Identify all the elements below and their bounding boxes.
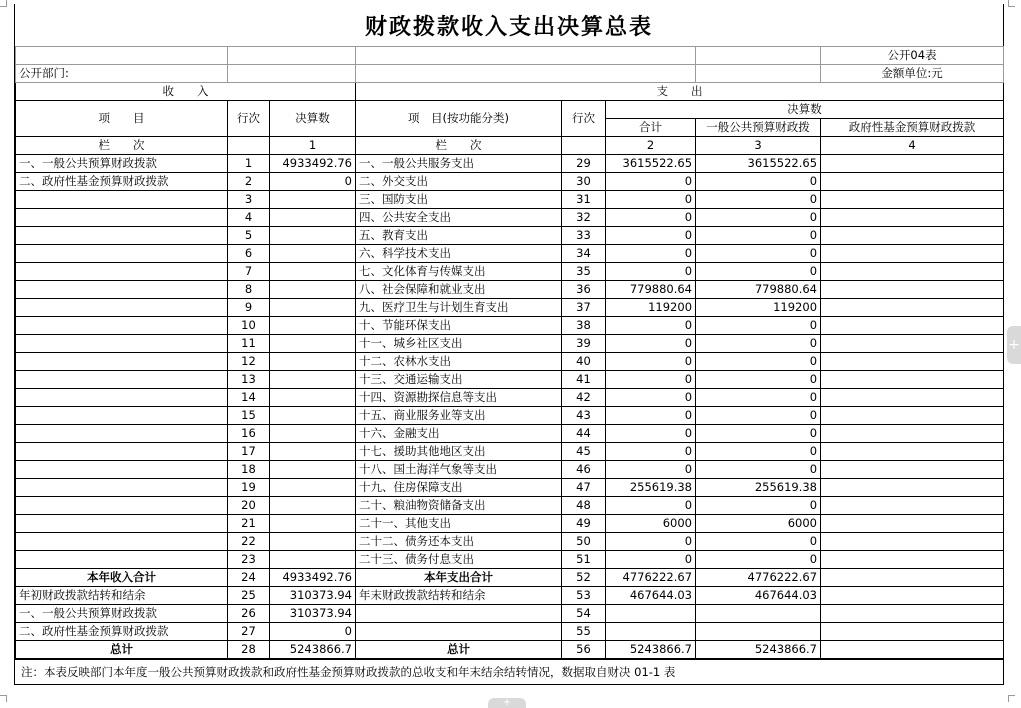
expense-line-cell: 32	[562, 209, 606, 227]
income-amount-cell: 310373.94	[270, 587, 356, 605]
expense-item-cell: 十三、交通运输支出	[356, 371, 562, 389]
table-row	[16, 623, 1004, 641]
table-row	[16, 335, 1004, 353]
income-item-cell	[16, 209, 228, 227]
expense-total-cell: 0	[606, 533, 696, 551]
expense-gov-fund-cell	[821, 299, 1004, 317]
expand-side-icon[interactable]: +	[1007, 326, 1021, 364]
expense-gov-fund-cell	[821, 317, 1004, 335]
expense-item-cell: 十一、城乡社区支出	[356, 335, 562, 353]
expense-line-cell: 53	[562, 587, 606, 605]
income-amount-cell	[270, 515, 356, 533]
expense-general-budget-cell: 0	[696, 245, 821, 263]
income-amount-cell: 0	[270, 173, 356, 191]
expense-item-cell: 十七、援助其他地区支出	[356, 443, 562, 461]
expense-total-cell: 0	[606, 389, 696, 407]
expense-total-cell: 0	[606, 443, 696, 461]
form-code-row	[16, 47, 1004, 65]
expense-line-cell: 49	[562, 515, 606, 533]
expense-total-cell: 119200	[606, 299, 696, 317]
expense-line-cell: 29	[562, 155, 606, 173]
income-line-cell: 19	[228, 479, 270, 497]
income-item-header: 项 目	[16, 101, 228, 137]
expense-general-budget-cell: 0	[696, 425, 821, 443]
crop-mark-top-right	[1008, 0, 1015, 7]
income-amount-cell: 4933492.76	[270, 569, 356, 587]
expense-item-cell: 六、科学技术支出	[356, 245, 562, 263]
expense-item-cell: 二、外交支出	[356, 173, 562, 191]
expense-item-cell	[356, 623, 562, 641]
expense-line-cell: 40	[562, 353, 606, 371]
income-line-cell: 21	[228, 515, 270, 533]
expense-total-cell: 0	[606, 263, 696, 281]
income-amount-cell	[270, 425, 356, 443]
expense-item-header: 项 目(按功能分类)	[356, 101, 562, 137]
income-line-cell: 15	[228, 407, 270, 425]
expense-general-budget-cell: 0	[696, 461, 821, 479]
income-amount-cell	[270, 389, 356, 407]
income-item-cell: 一、一般公共预算财政拨款	[16, 155, 228, 173]
expense-line-cell: 45	[562, 443, 606, 461]
expense-general-budget-cell: 0	[696, 173, 821, 191]
income-line-cell: 23	[228, 551, 270, 569]
expense-gov-fund-cell	[821, 479, 1004, 497]
table-row	[16, 641, 1004, 659]
expense-gov-fund-cell	[821, 281, 1004, 299]
table-row	[16, 425, 1004, 443]
expense-total-cell: 255619.38	[606, 479, 696, 497]
expense-gov-fund-cell	[821, 389, 1004, 407]
table-row	[16, 587, 1004, 605]
expense-gov-fund-cell	[821, 335, 1004, 353]
expense-gov-fund-cell	[821, 245, 1004, 263]
income-amount-cell	[270, 335, 356, 353]
income-item-cell	[16, 335, 228, 353]
expense-item-cell: 五、教育支出	[356, 227, 562, 245]
table-row	[16, 569, 1004, 587]
expense-line-cell: 34	[562, 245, 606, 263]
income-line-cell: 8	[228, 281, 270, 299]
expense-item-cell: 十四、资源勘探信息等支出	[356, 389, 562, 407]
income-line-cell: 26	[228, 605, 270, 623]
section-header-row	[16, 83, 1004, 101]
income-amount-cell	[270, 533, 356, 551]
income-line-cell: 12	[228, 353, 270, 371]
expense-total-cell: 0	[606, 335, 696, 353]
expense-total-cell: 5243866.7	[606, 641, 696, 659]
expense-item-cell: 十五、商业服务业等支出	[356, 407, 562, 425]
expense-total-cell: 0	[606, 425, 696, 443]
expense-item-cell: 年末财政拨款结转和结余	[356, 587, 562, 605]
table-row	[16, 209, 1004, 227]
income-amount-cell	[270, 209, 356, 227]
income-amount-cell	[270, 497, 356, 515]
income-item-cell: 二、政府性基金预算财政拨款	[16, 623, 228, 641]
income-item-cell: 本年收入合计	[16, 569, 228, 587]
expense-gov-fund-cell	[821, 425, 1004, 443]
expense-line-cell: 43	[562, 407, 606, 425]
expense-line-cell: 42	[562, 389, 606, 407]
income-line-cell: 22	[228, 533, 270, 551]
income-item-cell	[16, 245, 228, 263]
income-line-cell: 28	[228, 641, 270, 659]
income-item-cell: 二、政府性基金预算财政拨款	[16, 173, 228, 191]
expense-total-cell: 779880.64	[606, 281, 696, 299]
table-row	[16, 461, 1004, 479]
income-line-cell: 1	[228, 155, 270, 173]
income-line-cell: 3	[228, 191, 270, 209]
column-index-4: 4	[821, 137, 1004, 155]
expense-general-budget-cell: 0	[696, 191, 821, 209]
expense-item-cell: 二十一、其他支出	[356, 515, 562, 533]
expense-general-budget-cell: 0	[696, 371, 821, 389]
expense-item-cell: 八、社会保障和就业支出	[356, 281, 562, 299]
income-amount-header: 决算数	[270, 101, 356, 137]
expense-gov-fund-cell	[821, 533, 1004, 551]
expense-total-cell	[606, 623, 696, 641]
crop-mark-bottom-right	[1008, 695, 1015, 702]
expense-line-cell: 54	[562, 605, 606, 623]
expense-gov-fund-cell	[821, 605, 1004, 623]
table-row	[16, 317, 1004, 335]
total-header: 合计	[606, 119, 696, 137]
income-amount-cell	[270, 551, 356, 569]
income-item-cell	[16, 299, 228, 317]
expense-gov-fund-cell	[821, 569, 1004, 587]
expense-gov-fund-cell	[821, 227, 1004, 245]
income-amount-cell	[270, 281, 356, 299]
income-line-cell: 5	[228, 227, 270, 245]
income-section-header: 收 入	[16, 83, 356, 101]
form-code: 公开04表	[821, 47, 1004, 65]
income-line-cell: 6	[228, 245, 270, 263]
expense-line-cell: 31	[562, 191, 606, 209]
expense-gov-fund-cell	[821, 461, 1004, 479]
report-title: 财政拨款收入支出决算总表	[364, 13, 653, 40]
expense-item-cell: 三、国防支出	[356, 191, 562, 209]
column-header-row-1	[16, 101, 1004, 119]
income-item-cell: 年初财政拨款结转和结余	[16, 587, 228, 605]
table-row	[16, 191, 1004, 209]
income-amount-cell	[270, 407, 356, 425]
expense-gov-fund-cell	[821, 623, 1004, 641]
expense-total-cell: 0	[606, 497, 696, 515]
income-line-cell: 10	[228, 317, 270, 335]
expense-gov-fund-cell	[821, 173, 1004, 191]
expense-total-cell: 0	[606, 245, 696, 263]
income-line-cell: 27	[228, 623, 270, 641]
income-line-cell: 4	[228, 209, 270, 227]
expense-total-cell: 0	[606, 461, 696, 479]
income-line-cell: 11	[228, 335, 270, 353]
expense-amount-header: 决算数	[606, 101, 1004, 119]
expense-total-cell	[606, 605, 696, 623]
crop-mark-bottom-left	[0, 695, 7, 702]
expense-total-cell: 0	[606, 353, 696, 371]
expense-total-cell: 0	[606, 407, 696, 425]
income-amount-cell	[270, 191, 356, 209]
column-index-label: 栏 次	[16, 137, 228, 155]
income-item-cell	[16, 551, 228, 569]
table-row	[16, 515, 1004, 533]
income-item-cell	[16, 263, 228, 281]
income-item-cell	[16, 533, 228, 551]
income-item-cell: 总计	[16, 641, 228, 659]
income-amount-cell	[270, 299, 356, 317]
footnote: 注：本表反映部门本年度一般公共预算财政拨款和政府性基金预算财政拨款的总收支和年末结余结转情况，数据取自财决 01-1 表	[15, 659, 1003, 685]
expense-line-cell: 41	[562, 371, 606, 389]
expense-gov-fund-cell	[821, 641, 1004, 659]
expense-gov-fund-cell	[821, 497, 1004, 515]
expense-item-cell: 九、医疗卫生与计划生育支出	[356, 299, 562, 317]
income-item-cell	[16, 281, 228, 299]
expense-gov-fund-cell	[821, 155, 1004, 173]
expense-general-budget-cell: 5243866.7	[696, 641, 821, 659]
income-item-cell	[16, 443, 228, 461]
expense-general-budget-cell: 0	[696, 317, 821, 335]
expense-line-cell: 55	[562, 623, 606, 641]
income-amount-cell: 0	[270, 623, 356, 641]
expense-general-budget-cell	[696, 623, 821, 641]
income-line-cell: 13	[228, 371, 270, 389]
expense-line-cell: 39	[562, 335, 606, 353]
expense-line-cell: 51	[562, 551, 606, 569]
expense-total-cell: 0	[606, 227, 696, 245]
expense-gov-fund-cell	[821, 551, 1004, 569]
income-item-cell	[16, 353, 228, 371]
expense-line-cell: 36	[562, 281, 606, 299]
income-line-header: 行次	[228, 101, 270, 137]
expense-item-cell: 十八、国土海洋气象等支出	[356, 461, 562, 479]
table-row	[16, 371, 1004, 389]
income-line-cell: 24	[228, 569, 270, 587]
income-line-cell: 25	[228, 587, 270, 605]
income-amount-cell: 310373.94	[270, 605, 356, 623]
unit-row	[16, 65, 1004, 83]
expense-general-budget-cell: 119200	[696, 299, 821, 317]
table-row	[16, 173, 1004, 191]
expense-line-cell: 50	[562, 533, 606, 551]
report-sheet	[14, 4, 1004, 685]
income-item-cell	[16, 515, 228, 533]
expense-general-budget-cell: 3615522.65	[696, 155, 821, 173]
table-row	[16, 443, 1004, 461]
expense-total-cell: 0	[606, 173, 696, 191]
expense-line-cell: 35	[562, 263, 606, 281]
expense-gov-fund-cell	[821, 407, 1004, 425]
expense-line-header: 行次	[562, 101, 606, 137]
expense-total-cell: 6000	[606, 515, 696, 533]
income-line-cell: 2	[228, 173, 270, 191]
expense-general-budget-cell: 0	[696, 389, 821, 407]
income-line-cell: 18	[228, 461, 270, 479]
income-line-cell: 16	[228, 425, 270, 443]
table-row	[16, 551, 1004, 569]
expense-item-cell: 二十三、债务付息支出	[356, 551, 562, 569]
expense-item-cell: 十九、住房保障支出	[356, 479, 562, 497]
expense-item-cell: 二十、粮油物资储备支出	[356, 497, 562, 515]
income-line-cell: 9	[228, 299, 270, 317]
income-item-cell	[16, 227, 228, 245]
income-item-cell	[16, 389, 228, 407]
income-item-cell	[16, 191, 228, 209]
expense-general-budget-cell: 6000	[696, 515, 821, 533]
income-amount-cell	[270, 371, 356, 389]
income-amount-cell: 5243866.7	[270, 641, 356, 659]
expense-general-budget-cell: 0	[696, 227, 821, 245]
income-item-cell	[16, 497, 228, 515]
expense-general-budget-cell: 467644.03	[696, 587, 821, 605]
income-amount-cell	[270, 263, 356, 281]
income-item-cell	[16, 479, 228, 497]
income-line-cell: 17	[228, 443, 270, 461]
income-line-cell: 14	[228, 389, 270, 407]
income-line-cell: 7	[228, 263, 270, 281]
income-amount-cell	[270, 353, 356, 371]
expense-gov-fund-cell	[821, 191, 1004, 209]
expense-item-cell: 十、节能环保支出	[356, 317, 562, 335]
expense-total-cell: 0	[606, 191, 696, 209]
column-index-3: 3	[696, 137, 821, 155]
table-row	[16, 263, 1004, 281]
expense-line-cell: 47	[562, 479, 606, 497]
expense-gov-fund-cell	[821, 443, 1004, 461]
expense-total-cell: 0	[606, 371, 696, 389]
expense-line-cell: 56	[562, 641, 606, 659]
table-row	[16, 155, 1004, 173]
expense-line-cell: 48	[562, 497, 606, 515]
table-row	[16, 533, 1004, 551]
expense-item-cell: 四、公共安全支出	[356, 209, 562, 227]
expense-general-budget-cell: 4776222.67	[696, 569, 821, 587]
table-row	[16, 407, 1004, 425]
report-table	[15, 46, 1004, 659]
income-amount-cell: 4933492.76	[270, 155, 356, 173]
income-amount-cell	[270, 443, 356, 461]
income-item-cell	[16, 461, 228, 479]
expense-item-cell: 一、一般公共服务支出	[356, 155, 562, 173]
expense-total-cell: 0	[606, 317, 696, 335]
expense-gov-fund-cell	[821, 371, 1004, 389]
expense-total-cell: 0	[606, 551, 696, 569]
income-amount-cell	[270, 317, 356, 335]
income-amount-cell	[270, 479, 356, 497]
expense-item-cell: 总计	[356, 641, 562, 659]
general-budget-header: 一般公共预算财政拨	[696, 119, 821, 137]
expense-general-budget-cell	[696, 605, 821, 623]
expense-general-budget-cell: 0	[696, 263, 821, 281]
table-row	[16, 353, 1004, 371]
expense-gov-fund-cell	[821, 515, 1004, 533]
amount-unit: 金额单位:元	[821, 65, 1004, 83]
expense-general-budget-cell: 0	[696, 551, 821, 569]
table-row	[16, 479, 1004, 497]
expense-item-cell: 七、文化体育与传媒支出	[356, 263, 562, 281]
expense-gov-fund-cell	[821, 353, 1004, 371]
expense-line-cell: 44	[562, 425, 606, 443]
expense-general-budget-cell: 779880.64	[696, 281, 821, 299]
expense-gov-fund-cell	[821, 209, 1004, 227]
expense-general-budget-cell: 0	[696, 335, 821, 353]
income-item-cell	[16, 407, 228, 425]
expense-total-cell: 0	[606, 209, 696, 227]
table-row	[16, 281, 1004, 299]
expense-general-budget-cell: 0	[696, 353, 821, 371]
expense-line-cell: 33	[562, 227, 606, 245]
table-row	[16, 497, 1004, 515]
table-row	[16, 389, 1004, 407]
expense-line-cell: 46	[562, 461, 606, 479]
income-amount-cell	[270, 461, 356, 479]
income-amount-cell	[270, 245, 356, 263]
expense-line-cell: 38	[562, 317, 606, 335]
column-index-1: 1	[270, 137, 356, 155]
expense-general-budget-cell: 255619.38	[696, 479, 821, 497]
expense-line-cell: 37	[562, 299, 606, 317]
expense-line-cell: 30	[562, 173, 606, 191]
gov-fund-header: 政府性基金预算财政拨款	[821, 119, 1004, 137]
expense-item-cell: 十二、农林水支出	[356, 353, 562, 371]
expense-gov-fund-cell	[821, 587, 1004, 605]
crop-mark-top-left	[0, 0, 7, 7]
income-amount-cell	[270, 227, 356, 245]
expense-general-budget-cell: 0	[696, 443, 821, 461]
table-row	[16, 245, 1004, 263]
expense-line-cell: 52	[562, 569, 606, 587]
income-item-cell	[16, 317, 228, 335]
expense-general-budget-cell: 0	[696, 497, 821, 515]
expense-total-cell: 3615522.65	[606, 155, 696, 173]
expense-general-budget-cell: 0	[696, 533, 821, 551]
expense-total-cell: 467644.03	[606, 587, 696, 605]
table-row	[16, 299, 1004, 317]
expense-section-header: 支 出	[356, 83, 1004, 101]
column-index-label-2: 栏 次	[356, 137, 562, 155]
table-row	[16, 227, 1004, 245]
expand-bottom-icon[interactable]: +	[488, 698, 526, 708]
income-item-cell: 一、一般公共预算财政拨款	[16, 605, 228, 623]
table-row	[16, 605, 1004, 623]
income-item-cell	[16, 425, 228, 443]
expense-gov-fund-cell	[821, 263, 1004, 281]
expense-item-cell	[356, 605, 562, 623]
income-item-cell	[16, 371, 228, 389]
income-line-cell: 20	[228, 497, 270, 515]
department-label: 公开部门:	[16, 65, 228, 83]
column-index-row	[16, 137, 1004, 155]
expense-item-cell: 二十二、债务还本支出	[356, 533, 562, 551]
expense-item-cell: 本年支出合计	[356, 569, 562, 587]
column-index-2: 2	[606, 137, 696, 155]
expense-item-cell: 十六、金融支出	[356, 425, 562, 443]
expense-total-cell: 4776222.67	[606, 569, 696, 587]
expense-general-budget-cell: 0	[696, 209, 821, 227]
expense-general-budget-cell: 0	[696, 407, 821, 425]
